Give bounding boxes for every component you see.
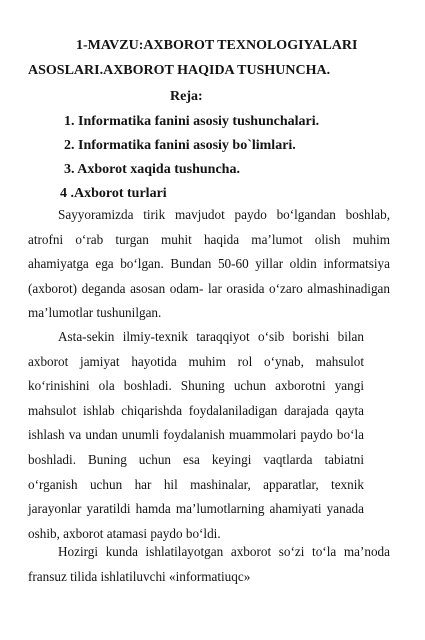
paragraph-text: Sayyoramizda tirik mavjudot paydo boʻlgandan boshlab, atrofni oʻrab turgan muhit haqida maʼlumot olish muhim ahamiyatga ega boʻlgan. Bundan 50-60 yillar oldin informatsiya (axborot) deganda asosan odam- lar orasida oʻzaro almashinadigan maʼlumotlar tushunilgan. <box>28 207 390 321</box>
paragraph-1 <box>28 203 390 326</box>
paragraph-text: Asta-sekin ilmiy-texnik taraqqiyot oʻsib borishi bilan axborot jamiyat hayotida muhim rol oʻynab, mahsulot koʻrinishini ola boshladi. Shuning uchun axborotni yangi mahsulot ishlab chiqarishda foydalaniladigan darajada qayta ishlash va undan unumli foydalanish muammolari paydo boʻla boshladi. Buning uchun esa keyingi vaqtlarda tabiatni oʻrganish uchun har hil mashinalar, apparatlar, texnik jarayonlar yaratildi hamda maʼlumotlarning ahamiyati yanada oshib, axborot atamasi paydo boʻldi. <box>28 329 364 541</box>
plan-item: 4 .Axborot turlari <box>60 186 167 201</box>
paragraph-2 <box>28 325 364 546</box>
title-line-1: 1-MAVZU:AXBOROT TEXNOLOGIYALARI <box>76 38 358 53</box>
plan-item: 3. Axborot xaqida tushuncha. <box>64 162 240 177</box>
plan-item: 1. Informatika fanini asosiy tushunchalari. <box>64 114 320 129</box>
plan-label: Reja: <box>170 89 203 104</box>
paragraph-text: Hozirgi kunda ishlatilayotgan axborot soʻzi toʻla maʼnoda fransuz tilida ishlatiluvchi «informatiuqc» <box>28 544 390 584</box>
plan-item: 2. Informatika fanini asosiy bo`limlari. <box>64 138 296 153</box>
paragraph-3 <box>28 540 390 589</box>
plan-list <box>60 113 320 209</box>
title-line-2: ASOSLARI.AXBOROT HAQIDA TUSHUNCHA. <box>28 63 331 78</box>
